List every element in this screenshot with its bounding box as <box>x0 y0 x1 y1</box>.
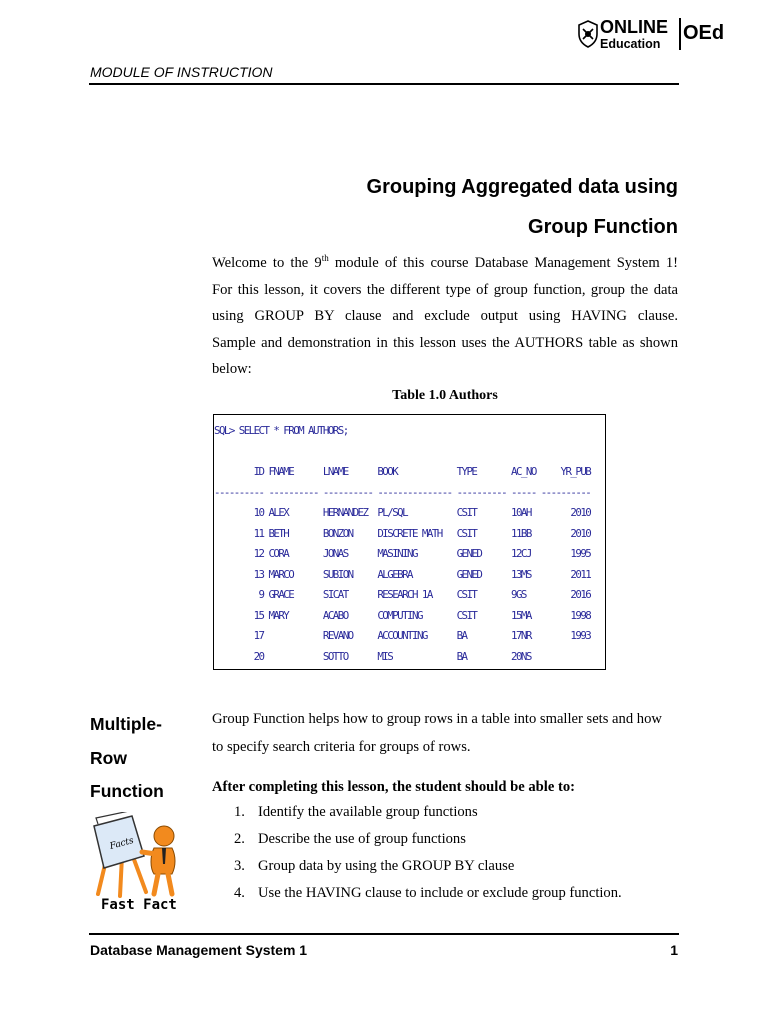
footer-divider <box>89 933 679 935</box>
logo-separator <box>679 18 681 50</box>
group-function-line-2: to specify search criteria for groups of rows. <box>212 739 471 755</box>
shield-icon <box>578 20 598 48</box>
intro-line-5: below: <box>212 361 252 377</box>
side-title-line-2: Row <box>90 748 127 768</box>
logo-online-text: ONLINE <box>600 17 669 37</box>
group-function-line-1: Group Function helps how to group rows in a table into smaller sets and how <box>212 711 662 727</box>
online-education-logo <box>578 16 728 54</box>
logo-oed-text: OEd <box>683 22 725 44</box>
footer-page-number: 1 <box>670 942 678 958</box>
intro-line-3: using GROUP BY clause and exclude output using HAVING clause. <box>212 308 678 324</box>
header-divider <box>89 83 679 85</box>
footer-course-name: Database Management System 1 <box>90 942 308 958</box>
group-function-paragraph <box>212 705 678 761</box>
objectives-heading: After completing this lesson, the student should be able to: <box>212 779 575 795</box>
intro-line-1: Welcome to the 9th module of this course Database Management System 1! <box>212 253 678 271</box>
side-title-line-3: Function <box>90 781 164 801</box>
list-item: 4. Use the HAVING clause to include or exclude group function. <box>234 885 622 901</box>
table-caption: Table 1.0 Authors <box>392 388 498 403</box>
fast-fact-caption: Fast Fact <box>101 897 177 913</box>
intro-paragraph <box>212 250 678 383</box>
logo-education-text: Education <box>600 37 661 51</box>
page-title-line-2: Group Function <box>528 216 678 238</box>
side-title-line-1: Multiple- <box>90 714 162 734</box>
module-label: MODULE OF INSTRUCTION <box>90 64 273 80</box>
list-item: 3. Group data by using the GROUP BY clause <box>234 858 515 874</box>
page-title-line-1: Grouping Aggregated data using <box>366 176 678 198</box>
sql-output-text: SQL> SELECT * FROM AUTHORS; ID FNAME LNAME BOOK TYPE AC_NO YR_PUB ---------- ---------- ---------- --------------- ---------- ----- ---------- 10 ALEX HERNANDEZ PL/SQL CSIT 10AH 2010 11 BETH BONZON DISCRETE MATH CSIT 11BB 2010 12 CORA JONAS MASINING GENED 12CJ 1995 13 MARCO SUBION ALGEBRA GENED 13MS 2011 9 GRACE SICAT RESEARCH 1A CSIT 9GS 2016 15 MARY ACABO COMPUTING CSIT 15MA 1998 17 REVANO ACCOUNTING BA 17NR 1993 20 SOTTO MIS BA 20NS <box>214 424 591 663</box>
sql-output-box <box>213 414 606 670</box>
fast-fact-illustration <box>88 812 186 922</box>
objectives-list <box>234 802 622 910</box>
svg-text:Facts: Facts <box>108 835 135 852</box>
intro-line-2: For this lesson, it covers the different type of group function, group the data <box>212 281 678 298</box>
list-item: 1. Identify the available group functions <box>234 804 478 820</box>
list-item: 2. Describe the use of group functions <box>234 831 466 847</box>
intro-line-4: Sample and demonstration in this lesson uses the AUTHORS table as shown <box>212 334 678 351</box>
easel-figure-icon <box>88 812 186 898</box>
